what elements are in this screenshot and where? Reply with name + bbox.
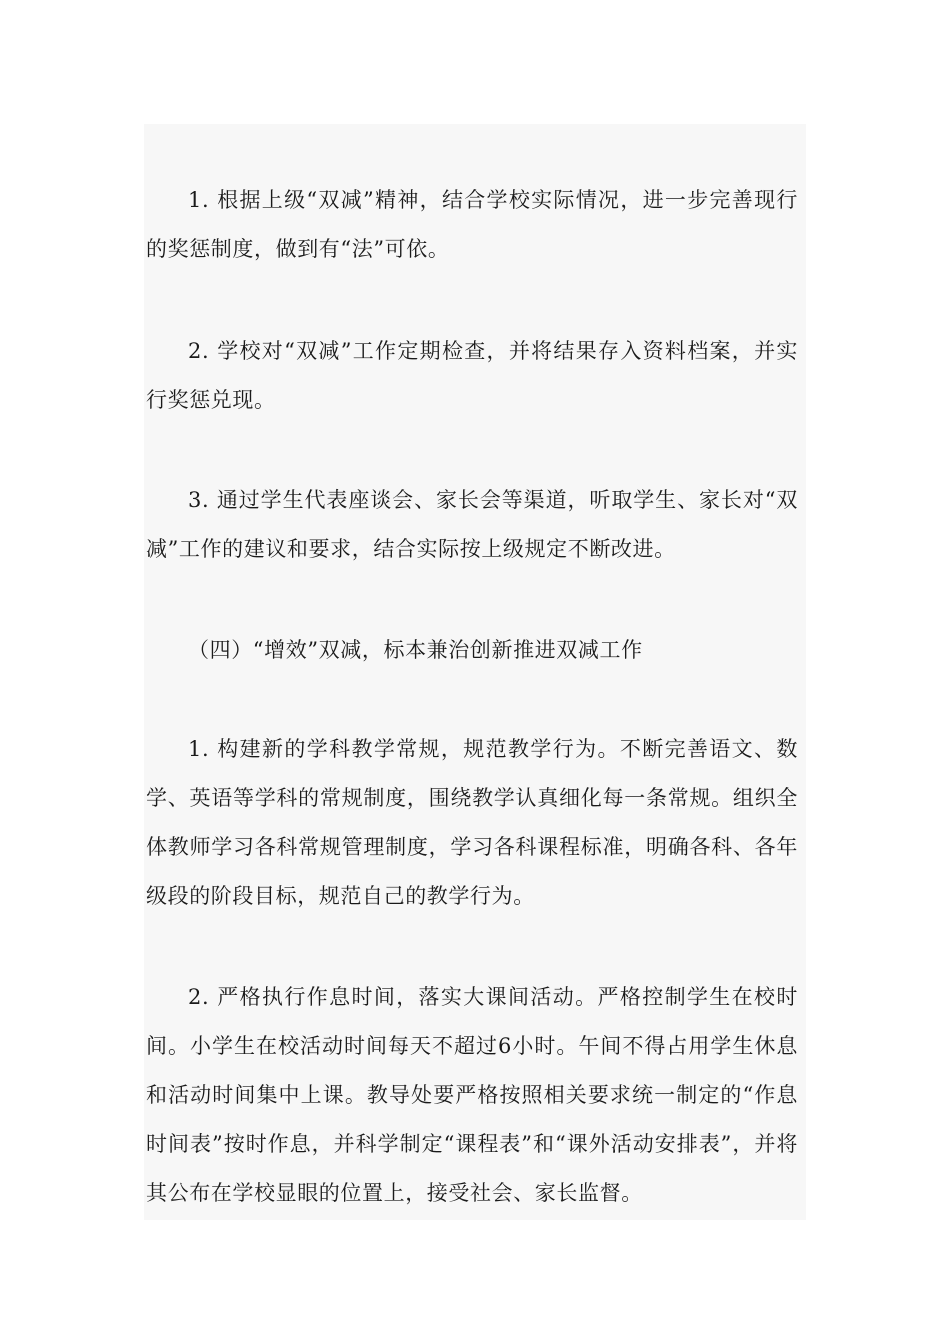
section-heading-4: （四）“增效”双减，标本兼治创新推进双减工作 (188, 638, 643, 662)
paragraph-5: 1. 构建新的学科教学常规，规范教学行为。不断完善语文、数学、英语等学科的常规制度，围绕教学认真细化每一条常规。组织全体教师学习各科常规管理制度，学习各科课程标准，明确各科、各年级段的阶段目标，规范自己的教学行为。 (146, 737, 798, 908)
paragraph-6: 2. 严格执行作息时间，落实大课间活动。严格控制学生在校时间。小学生在校活动时间每天不超过6小时。午间不得占用学生休息和活动时间集中上课。教导处要严格按照相关要求统一制定的“作息时间表”按时作息，并科学制定“课程表”和“课外活动安排表”，并将其公布在学校显眼的位置上，接受社会、家长监督。 (146, 985, 798, 1205)
paragraph-1: 1. 根据上级“双减”精神，结合学校实际情况，进一步完善现行的奖惩制度，做到有“法”可依。 (146, 188, 798, 261)
paragraph-3: 3. 通过学生代表座谈会、家长会等渠道，听取学生、家长对“双减”工作的建议和要求，结合实际按上级规定不断改进。 (146, 488, 798, 561)
paragraph-2: 2. 学校对“双减”工作定期检查，并将结果存入资料档案，并实行奖惩兑现。 (146, 339, 798, 412)
